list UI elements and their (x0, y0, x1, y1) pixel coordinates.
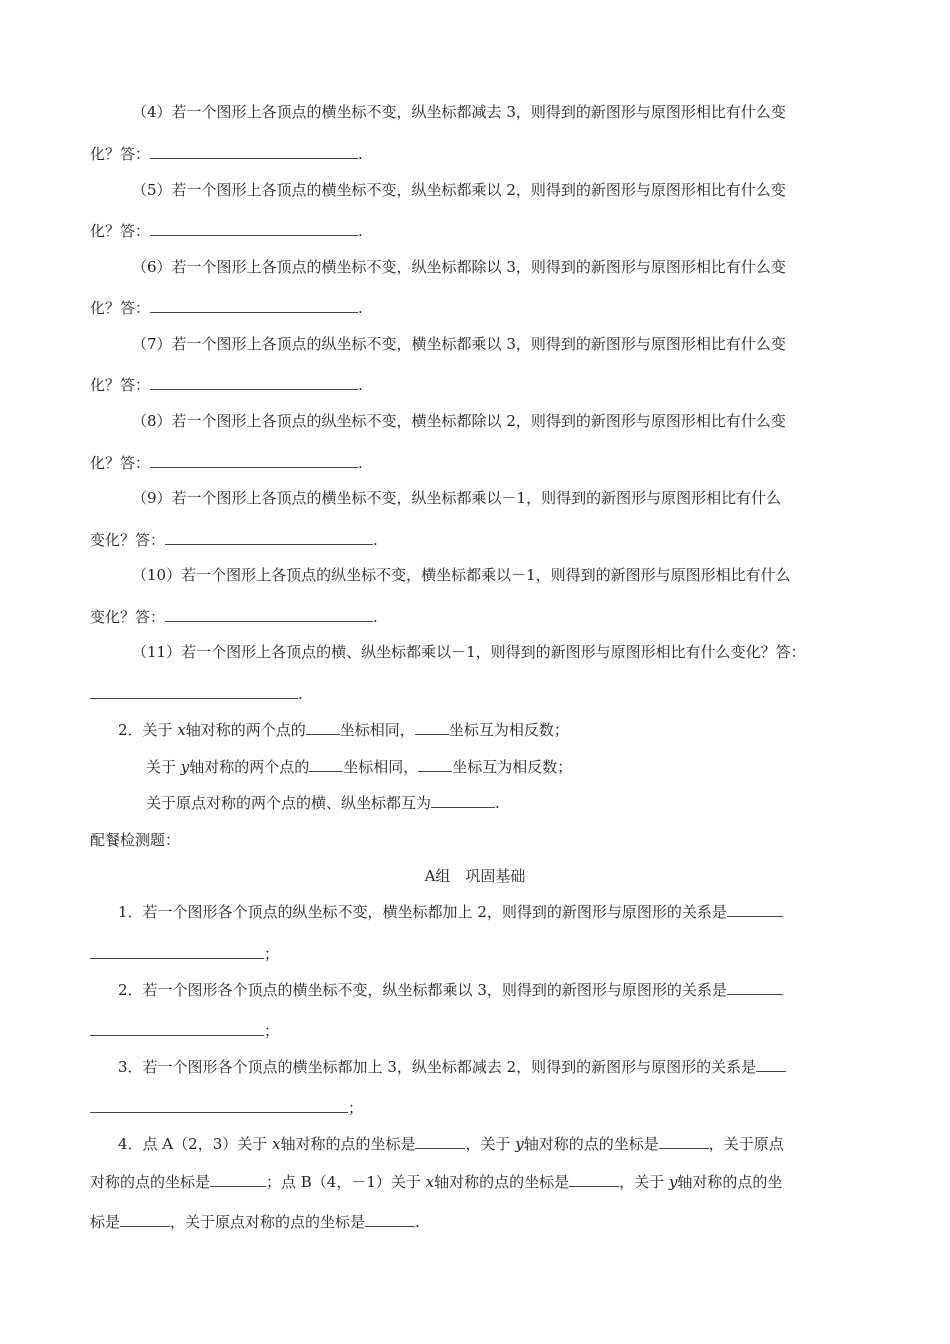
fill-blank[interactable] (306, 720, 340, 735)
q4-line2 (90, 144, 363, 164)
variable-y: y (668, 1173, 678, 1191)
period: . (358, 145, 363, 163)
fill-blank[interactable] (309, 757, 343, 772)
text: 1．若一个图形各个顶点的纵坐标不变，横坐标都加上 2，则得到的新图形与原图形的关系是 (118, 903, 727, 921)
q5-line2 (90, 221, 363, 241)
text: 轴对称的点的坐标是 (523, 1135, 659, 1153)
fill-blank[interactable] (415, 1134, 465, 1149)
fill-blank[interactable] (418, 757, 452, 772)
q9-line2 (90, 530, 378, 550)
text: 2．若一个图形各个顶点的横坐标不变，纵坐标都乘以 3，则得到的新图形与原图形的关系是 (118, 981, 727, 999)
answer-prompt: 化？答： (90, 376, 151, 394)
text: 关于原点对称的两个点的横、纵坐标都互为 (146, 794, 432, 812)
answer-prompt: 变化？答： (90, 608, 166, 626)
text: 标是 (90, 1213, 121, 1231)
text: ；点 B（4，－1）关于 (266, 1173, 426, 1191)
fill-blank[interactable] (569, 1172, 619, 1187)
variable-y: y (180, 758, 190, 776)
a1-line1 (118, 902, 783, 922)
answer-prompt: 变化？答： (90, 531, 166, 549)
q6-line1: （6）若一个图形上各顶点的横坐标不变，纵坐标都除以 3，则得到的新图形与原图形相比有什么变 (132, 258, 786, 276)
q10-line1: （10）若一个图形上各顶点的纵坐标不变，横坐标都乘以－1，则得到的新图形与原图形相比有什么 (132, 566, 791, 584)
answer-prompt: 化？答： (90, 299, 151, 317)
q8-line1: （8）若一个图形上各顶点的纵坐标不变，横坐标都除以 2，则得到的新图形与原图形相比有什么变 (132, 412, 786, 430)
q10-line2 (90, 607, 378, 627)
fill-blank[interactable] (90, 1098, 348, 1113)
fill-blank[interactable] (415, 720, 449, 735)
text: 对称的点的坐标是 (90, 1173, 211, 1191)
variable-x: x (425, 1173, 435, 1191)
text: 轴对称的点的坐 (677, 1173, 783, 1191)
text: 坐标相同， (343, 758, 419, 776)
group-a-title: A组 巩固基础 (424, 867, 526, 885)
text: 3．若一个图形各个顶点的横坐标都加上 3，纵坐标都减去 2，则得到的新图形与原图形的关系是 (118, 1058, 757, 1076)
text: 轴对称的两个点的 (185, 721, 306, 739)
a4-line2 (90, 1172, 782, 1192)
text: 轴对称的两个点的 (189, 758, 310, 776)
q9-line1: （9）若一个图形上各顶点的横坐标不变，纵坐标都乘以－1，则得到的新图形与原图形相比有什么 (132, 489, 782, 507)
period: . (373, 531, 378, 549)
fill-blank[interactable] (90, 944, 264, 959)
variable-x: x (177, 721, 186, 739)
answer-blank[interactable] (150, 375, 358, 390)
q11-line1: （11）若一个图形上各顶点的横、纵坐标都乘以－1，则得到的新图形与原图形相比有什么变化？答： (132, 643, 806, 661)
a4-line3 (90, 1212, 420, 1232)
fill-blank[interactable] (756, 1057, 786, 1072)
text: 坐标互为相反数； (452, 758, 573, 776)
period: . (415, 1213, 420, 1231)
practice-heading: 配餐检测题： (90, 831, 181, 849)
a3-line1 (118, 1057, 786, 1077)
fill-blank[interactable] (90, 1021, 264, 1036)
semicolon: ； (264, 1022, 280, 1040)
fill-blank[interactable] (727, 980, 783, 995)
text: ，关于原点 (708, 1135, 784, 1153)
period: . (495, 794, 500, 812)
text: 轴对称的点的坐标是 (434, 1173, 570, 1191)
period: . (373, 608, 378, 626)
section2-x-axis (118, 720, 569, 740)
q4-line1: （4）若一个图形上各顶点的横坐标不变，纵坐标都减去 3，则得到的新图形与原图形相比有什么变 (132, 103, 786, 121)
text: 关于 (146, 758, 181, 776)
answer-blank[interactable] (90, 684, 298, 699)
text: 坐标互为相反数； (448, 721, 569, 739)
fill-blank[interactable] (210, 1172, 266, 1187)
q6-line2 (90, 298, 363, 318)
period: . (358, 299, 363, 317)
q8-line2 (90, 453, 363, 473)
fill-blank[interactable] (365, 1212, 415, 1227)
a3-line2 (90, 1098, 363, 1118)
fill-blank[interactable] (120, 1212, 170, 1227)
period: . (358, 222, 363, 240)
text: 坐标相同， (339, 721, 415, 739)
semicolon: ； (348, 1099, 364, 1117)
section2-y-axis (146, 757, 572, 777)
period: . (358, 454, 363, 472)
variable-x: x (272, 1135, 281, 1153)
answer-blank[interactable] (150, 144, 358, 159)
q7-line2 (90, 375, 363, 395)
text: ，关于原点对称的点的坐标是 (170, 1213, 366, 1231)
answer-prompt: 化？答： (90, 222, 151, 240)
answer-blank[interactable] (150, 221, 358, 236)
a2-line1 (118, 980, 783, 1000)
period: . (298, 685, 303, 703)
section2-origin (146, 793, 500, 813)
fill-blank[interactable] (727, 902, 783, 917)
answer-blank[interactable] (165, 530, 373, 545)
q11-line2 (90, 684, 303, 704)
q7-line1: （7）若一个图形上各顶点的纵坐标不变，横坐标都乘以 3，则得到的新图形与原图形相比有什么变 (132, 335, 786, 353)
text: ，关于 (619, 1173, 669, 1191)
text: 2．关于 (118, 721, 178, 739)
fill-blank[interactable] (431, 793, 495, 808)
a2-line2 (90, 1021, 279, 1041)
answer-blank[interactable] (150, 298, 358, 313)
variable-y: y (515, 1135, 524, 1153)
a4-line1 (118, 1134, 784, 1154)
fill-blank[interactable] (659, 1134, 709, 1149)
semicolon: ； (264, 945, 280, 963)
answer-prompt: 化？答： (90, 454, 151, 472)
text: 轴对称的点的坐标是 (280, 1135, 416, 1153)
answer-blank[interactable] (150, 453, 358, 468)
period: . (358, 376, 363, 394)
text: 4．点 A（2，3）关于 (118, 1135, 272, 1153)
answer-prompt: 化？答： (90, 145, 151, 163)
q5-line1: （5）若一个图形上各顶点的横坐标不变，纵坐标都乘以 2，则得到的新图形与原图形相比有什么变 (132, 181, 786, 199)
a1-line2 (90, 944, 279, 964)
text: ，关于 (465, 1135, 516, 1153)
answer-blank[interactable] (165, 607, 373, 622)
